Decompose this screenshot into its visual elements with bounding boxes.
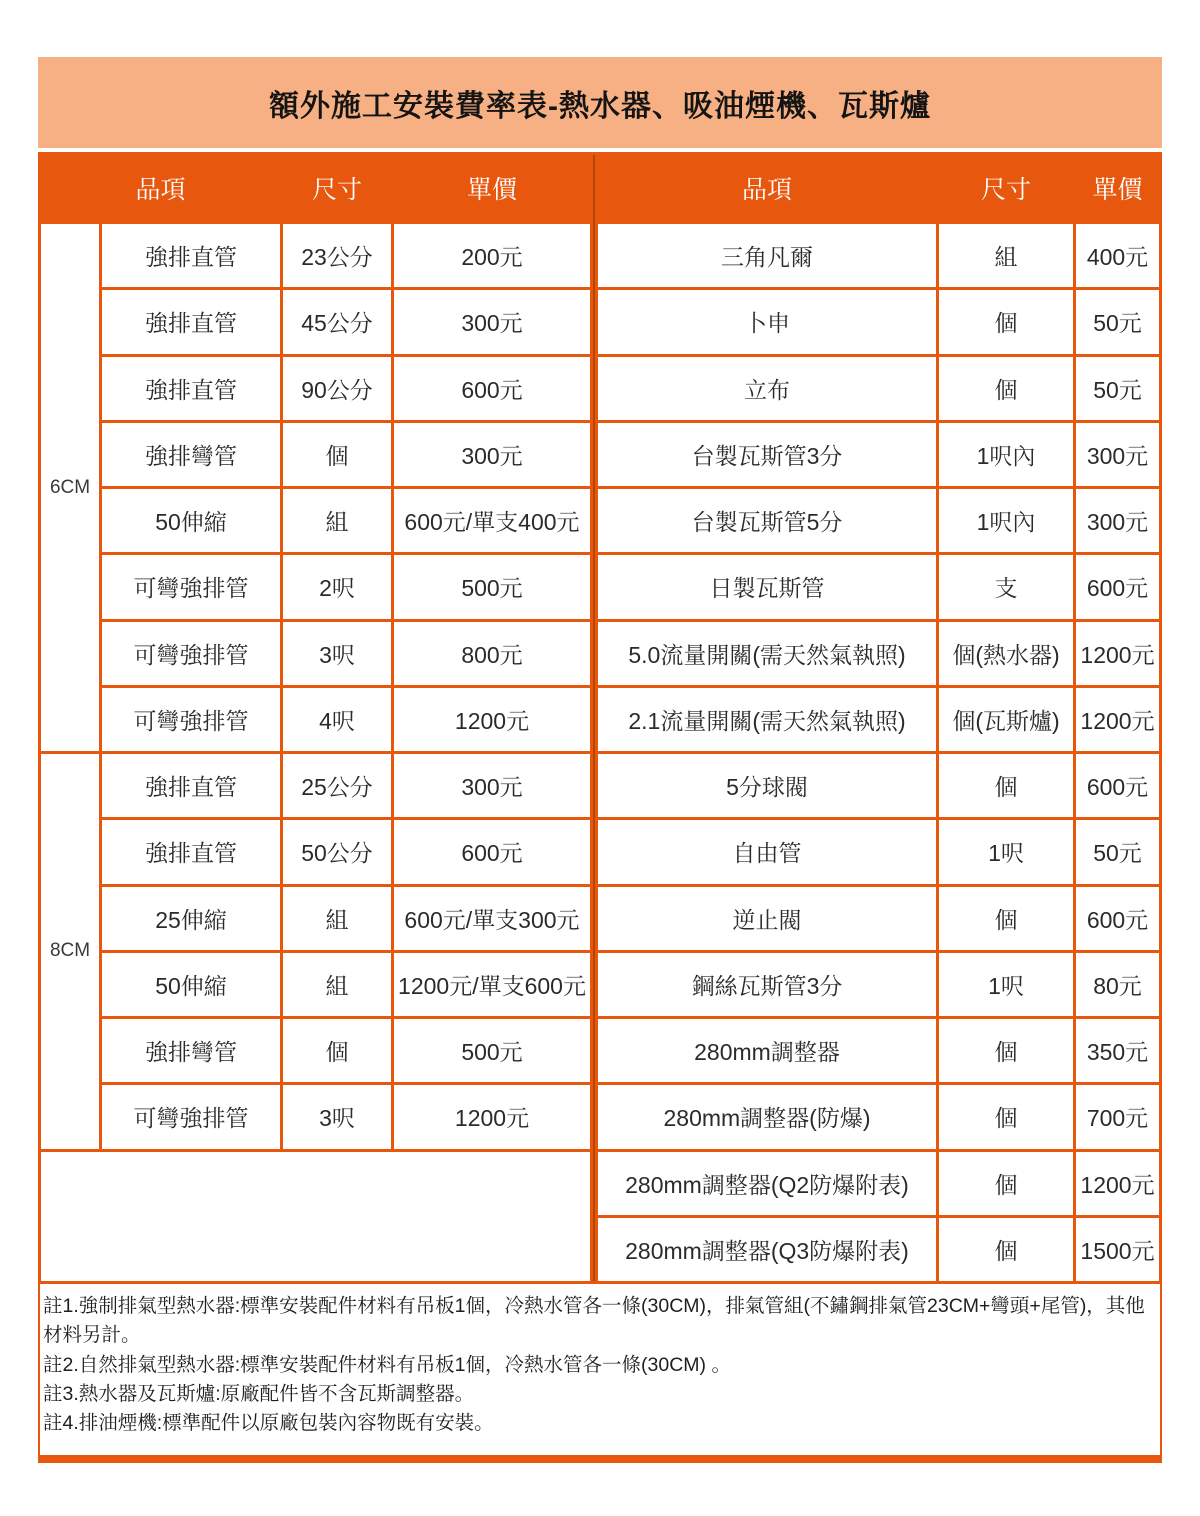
size-cell: 組	[283, 953, 391, 1016]
size-cell: 1呎內	[939, 489, 1073, 552]
item-cell: 鋼絲瓦斯管3分	[598, 953, 936, 1016]
item-cell: 卜申	[598, 290, 936, 353]
item-cell: 5分球閥	[598, 754, 936, 817]
item-cell: 強排直管	[102, 754, 280, 817]
note-line: 註2.自然排氣型熱水器:標準安裝配件材料有吊板1個，冷熱水管各一條(30CM) 。	[43, 1353, 731, 1376]
title-banner	[38, 57, 1162, 148]
item-cell: 日製瓦斯管	[598, 555, 936, 618]
size-cell: 1呎	[939, 953, 1073, 1016]
notes-section	[38, 1284, 1162, 1463]
size-cell: 個	[939, 1085, 1073, 1148]
size-cell: 個	[939, 887, 1073, 950]
size-cell: 25公分	[283, 754, 391, 817]
size-cell: 45公分	[283, 290, 391, 353]
price-cell: 600元/單支300元	[394, 887, 590, 950]
item-cell: 50伸縮	[102, 489, 280, 552]
price-cell: 1500元	[1076, 1218, 1159, 1281]
column-header-size-left: 尺寸	[283, 155, 391, 221]
price-cell: 600元	[1076, 887, 1159, 950]
price-cell: 600元	[1076, 555, 1159, 618]
group-label-cell: 8CM	[41, 754, 99, 1149]
size-cell: 支	[939, 555, 1073, 618]
fee-table	[38, 152, 1162, 1284]
size-cell: 個	[939, 754, 1073, 817]
column-header-item-right: 品項	[598, 155, 936, 221]
price-cell: 1200元	[394, 1085, 590, 1148]
item-cell: 強排彎管	[102, 1019, 280, 1082]
size-cell: 個	[939, 1019, 1073, 1082]
price-cell: 80元	[1076, 953, 1159, 1016]
item-cell: 台製瓦斯管5分	[598, 489, 936, 552]
price-cell: 300元	[394, 423, 590, 486]
size-cell: 50公分	[283, 820, 391, 883]
item-cell: 280mm調整器(防爆)	[598, 1085, 936, 1148]
item-cell: 2.1流量開關(需天然氣執照)	[598, 688, 936, 751]
size-cell: 組	[283, 887, 391, 950]
content-sheet	[38, 57, 1162, 1463]
item-cell: 強排直管	[102, 290, 280, 353]
item-cell: 5.0流量開關(需天然氣執照)	[598, 622, 936, 685]
item-cell: 自由管	[598, 820, 936, 883]
price-cell: 350元	[1076, 1019, 1159, 1082]
column-header-price-left: 單價	[394, 155, 590, 221]
size-cell: 3呎	[283, 1085, 391, 1148]
price-cell: 1200元	[394, 688, 590, 751]
size-cell: 組	[939, 224, 1073, 287]
price-cell: 800元	[394, 622, 590, 685]
item-cell: 可彎強排管	[102, 1085, 280, 1148]
size-cell: 3呎	[283, 622, 391, 685]
size-cell: 個	[283, 423, 391, 486]
price-cell: 600元	[394, 820, 590, 883]
size-cell: 個	[939, 1152, 1073, 1215]
item-cell: 強排彎管	[102, 423, 280, 486]
price-cell: 600元	[1076, 754, 1159, 817]
price-cell: 200元	[394, 224, 590, 287]
price-cell: 300元	[1076, 489, 1159, 552]
item-cell: 可彎強排管	[102, 688, 280, 751]
price-cell: 300元	[394, 754, 590, 817]
price-cell: 1200元	[1076, 1152, 1159, 1215]
column-header-item-left: 品項	[41, 155, 280, 221]
empty-cell	[41, 1152, 590, 1282]
price-cell: 1200元/單支600元	[394, 953, 590, 1016]
size-cell: 2呎	[283, 555, 391, 618]
item-cell: 280mm調整器	[598, 1019, 936, 1082]
price-cell: 400元	[1076, 224, 1159, 287]
group-label-cell: 6CM	[41, 224, 99, 751]
item-cell: 台製瓦斯管3分	[598, 423, 936, 486]
item-cell: 280mm調整器(Q3防爆附表)	[598, 1218, 936, 1281]
size-cell: 組	[283, 489, 391, 552]
size-cell: 個	[939, 1218, 1073, 1281]
item-cell: 逆止閥	[598, 887, 936, 950]
note-line: 註3.熱水器及瓦斯爐:原廠配件皆不含瓦斯調整器。	[43, 1382, 475, 1405]
item-cell: 強排直管	[102, 224, 280, 287]
size-cell: 1呎	[939, 820, 1073, 883]
price-cell: 300元	[1076, 423, 1159, 486]
price-cell: 500元	[394, 1019, 590, 1082]
column-header-price-right: 單價	[1076, 155, 1159, 221]
size-cell: 90公分	[283, 357, 391, 420]
price-cell: 1200元	[1076, 622, 1159, 685]
table-center-divider	[593, 155, 595, 1281]
size-cell: 個(熱水器)	[939, 622, 1073, 685]
size-cell: 個	[939, 290, 1073, 353]
price-cell: 600元/單支400元	[394, 489, 590, 552]
price-cell: 500元	[394, 555, 590, 618]
note-line: 註4.排油煙機:標準配件以原廠包裝內容物既有安裝。	[43, 1412, 494, 1434]
note-line: 註1.強制排氣型熱水器:標準安裝配件材料有吊板1個，冷熱水管各一條(30CM)，排氣管組(不鏽鋼排氣管23CM+彎頭+尾管)，其他材料另計。	[43, 1295, 1145, 1347]
item-cell: 立布	[598, 357, 936, 420]
item-cell: 50伸縮	[102, 953, 280, 1016]
size-cell: 1呎內	[939, 423, 1073, 486]
price-cell: 50元	[1076, 820, 1159, 883]
price-cell: 300元	[394, 290, 590, 353]
price-cell: 50元	[1076, 357, 1159, 420]
size-cell: 23公分	[283, 224, 391, 287]
size-cell: 個	[283, 1019, 391, 1082]
item-cell: 可彎強排管	[102, 622, 280, 685]
column-header-size-right: 尺寸	[939, 155, 1073, 221]
page-title: 額外施工安裝費率表-熱水器、吸油煙機、瓦斯爐	[269, 89, 931, 123]
item-cell: 強排直管	[102, 820, 280, 883]
size-cell: 個	[939, 357, 1073, 420]
item-cell: 25伸縮	[102, 887, 280, 950]
price-cell: 700元	[1076, 1085, 1159, 1148]
price-cell: 50元	[1076, 290, 1159, 353]
size-cell: 個(瓦斯爐)	[939, 688, 1073, 751]
price-cell: 600元	[394, 357, 590, 420]
item-cell: 可彎強排管	[102, 555, 280, 618]
item-cell: 280mm調整器(Q2防爆附表)	[598, 1152, 936, 1215]
size-cell: 4呎	[283, 688, 391, 751]
item-cell: 強排直管	[102, 357, 280, 420]
price-cell: 1200元	[1076, 688, 1159, 751]
item-cell: 三角凡爾	[598, 224, 936, 287]
